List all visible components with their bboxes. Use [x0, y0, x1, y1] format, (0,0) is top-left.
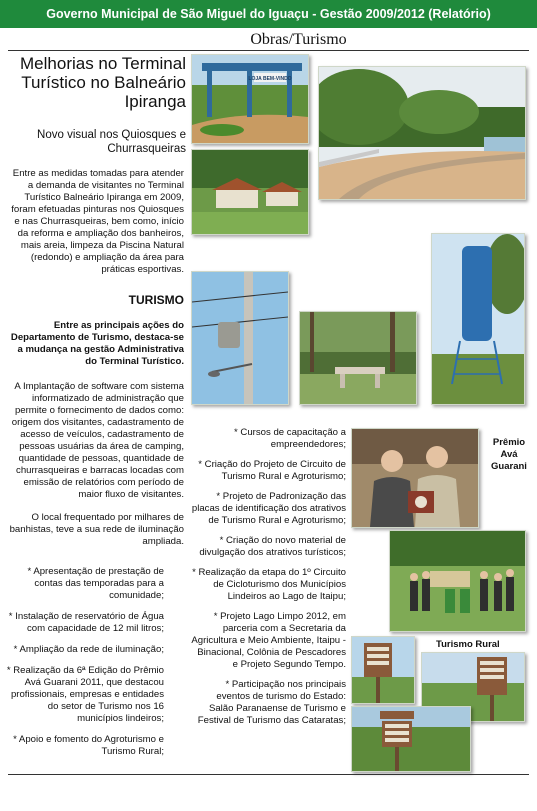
caption-premio-ava-guarani: Prêmio Avá Guarani [491, 437, 527, 472]
list-item: * Apresentação de prestação de contas das temporadas para a comunidade; [27, 566, 164, 601]
photo-water-tower [431, 233, 525, 405]
paragraph-balneario: Entre as medidas tomadas para atender a demanda de visitantes no Terminal Turístico Balneário Ipiranga em 2009, foram efetuadas pinturas nos Quiosques e nas Churrasqueiras, bem como, início da reforma e ampliação dos banheiros, mais areia, limpeza da Piscina Natural (redondo) e ampliação da área para práticas esportivas. [11, 168, 184, 275]
photo-award-ceremony [351, 428, 479, 528]
paragraph-iluminacao: O local frequentado por milhares de banhistas, teve a sua rede de iluminação ampliada. [9, 512, 184, 547]
report-header: Governo Municipal de São Miguel do Iguaçu - Gestão 2009/2012 (Relatório) [0, 0, 537, 28]
turismo-heading: TURISMO [128, 293, 184, 307]
photo-electric-pole [191, 271, 289, 405]
actions-list-left [4, 566, 164, 767]
photo-picnic-table [299, 311, 417, 405]
list-item: * Cursos de capacitação a empreendedores; [234, 427, 346, 450]
photo-entrance-gate [191, 54, 309, 144]
article-subtitle: Novo visual nos Quiosques e Churrasqueiras [37, 129, 186, 155]
section-title: Obras/Turismo [250, 31, 347, 48]
list-item: * Realização da 6ª Edição do Prêmio Avá Guarani 2011, que destacou profissionais, empresas e entidades do setor de Turismo nos 16 municípios lindeiros; [6, 665, 164, 724]
paragraph-software: A Implantação de software com sistema informatizado de administração que permite o fornecimento de dados como: origem dos visitantes, cadastramento de acesso de veículos, cadastramento de pessoas usuárias da área de camping, quantidade de pessoas, quantidade de churrasqueiras e barracas locadas com emissão de relatórios com período de maior fluxo de visitantes. [11, 381, 184, 500]
list-item: * Criação do Projeto de Circuito de Turismo Rural e Agroturismo; [198, 459, 346, 482]
caption-turismo-rural: Turismo Rural [436, 639, 500, 650]
list-item: * Projeto de Padronização das placas de identificação dos atrativos de Turismo Rural e Agroturismo; [191, 491, 346, 526]
list-item: * Criação do novo material de divulgação dos atrativos turísticos; [199, 535, 346, 558]
list-item: * Realização da etapa do 1º Circuito de Cicloturismo dos Municípios Lindeiros ao Lago de Itaipu; [192, 567, 346, 602]
list-item: * Apoio e fomento do Agroturismo e Turismo Rural; [13, 734, 164, 757]
photo-group-turismo-rural [389, 530, 526, 632]
bottom-divider [8, 774, 529, 775]
top-divider [8, 50, 529, 51]
list-item: * Projeto Lago Limpo 2012, em parceria com a Secretaria da Agricultura e Meio Ambiente, Itaipu - Binacional, Colônia de Pescadores e Projeto Segundo Tempo. [191, 611, 346, 670]
paragraph-departamento: Entre as principais ações do Departamento de Turismo, destaca-se a mudança na gestão Administrativa do Terminal Turístico. [10, 320, 184, 367]
actions-list-right [190, 427, 346, 735]
photo-quiosques [191, 149, 309, 235]
list-item: * Participação nos principais eventos de turismo do Estado: Salão Paranaense de Turismo e Festival de Turismo das Cataratas; [197, 679, 346, 726]
photo-signpost-3 [351, 706, 471, 772]
list-item: * Instalação de reservatório de Água com capacidade de 12 mil litros; [8, 611, 164, 634]
gate-sign-text: LOJA BEM-VINDO [248, 76, 292, 82]
list-item: * Ampliação da rede de iluminação; [13, 644, 164, 655]
photo-beach-walkway [318, 66, 526, 200]
article-title: Melhorias no Terminal Turístico no Balneário Ipiranga [20, 54, 186, 111]
photo-signpost-1 [351, 636, 415, 704]
